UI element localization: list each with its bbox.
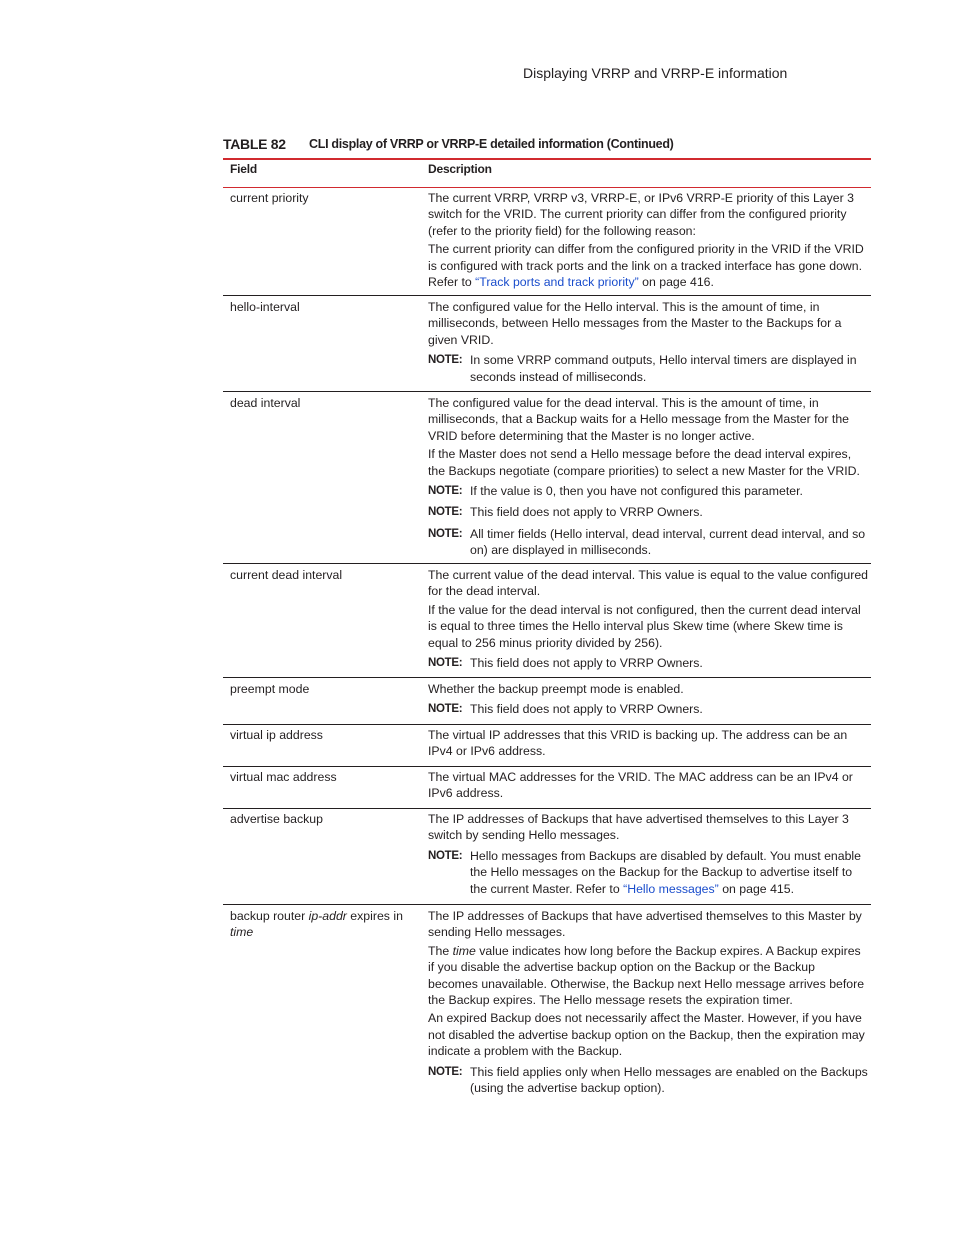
text-run: backup router (230, 909, 309, 923)
description-text: If the Master does not send a Hello message before the dead interval expires, the Backups negotiate (compare priorities) to select a new Master for the VRID. (428, 447, 860, 478)
text-run: ip-addr (308, 909, 347, 923)
table-row-current-dead-interval (223, 564, 871, 678)
text-run: time (452, 943, 476, 958)
note (428, 483, 868, 499)
table-caption (223, 136, 871, 160)
field-cell: hello-interval (230, 300, 300, 314)
field-cell: virtual mac address (230, 770, 337, 784)
note-label: NOTE: (428, 703, 463, 716)
note-label: NOTE: (428, 849, 463, 862)
note (428, 848, 868, 897)
description-cell (428, 299, 868, 385)
description-text: The current value of the dead interval. This value is equal to the value configured for the dead interval. (428, 568, 868, 599)
description-text (428, 241, 868, 290)
note-label: NOTE: (428, 485, 463, 498)
table-header (223, 159, 871, 188)
text-run: The (428, 943, 453, 958)
table-row-backup-router (223, 905, 871, 1096)
note-label: NOTE: (428, 527, 463, 540)
description-text: The IP addresses of Backups that have advertised themselves to this Layer 3 switch by sending Hello messages. (428, 812, 849, 843)
note-text: In some VRRP command outputs, Hello interval timers are displayed in seconds instead of milliseconds. (470, 353, 857, 384)
description-text: The virtual MAC addresses for the VRID. The MAC address can be an IPv4 or IPv6 address. (428, 770, 853, 801)
description-text: If the value for the dead interval is not configured, then the current dead interval is equal to three times the Hello interval plus Skew time (where Skew time is equal to 256 minus priority divided by 256). (428, 602, 861, 650)
table-row-dead-interval (223, 392, 871, 564)
description-text: The virtual IP addresses that this VRID is backing up. The address can be an IPv4 or IPv6 address. (428, 728, 848, 759)
field-cell: virtual ip address (230, 728, 323, 742)
field-cell: current priority (230, 191, 309, 205)
note (428, 504, 868, 520)
text-run: value indicates how long before the Backup expires. A Backup expires if you disable the advertise backup option on the Backup or the Backup becomes unavailable. Otherwise, the Backup next Hello message arrives before the Backup expires. The Hello message resets the expiration timer. (428, 943, 865, 1008)
note (428, 526, 868, 559)
note (428, 655, 868, 671)
text-run: on page 416. (638, 275, 714, 290)
field-cell: current dead interval (230, 568, 343, 582)
description-cell (428, 811, 868, 897)
description-text: Whether the backup preempt mode is enabled. (428, 682, 684, 696)
note-label: NOTE: (428, 1065, 463, 1078)
description-cell (428, 727, 868, 760)
running-head: Displaying VRRP and VRRP-E information (523, 65, 788, 81)
field-cell (230, 908, 418, 941)
note-text: All timer fields (Hello interval, dead interval, current dead interval, and so on) are displayed in milliseconds. (470, 526, 866, 558)
field-cell: dead interval (230, 396, 301, 410)
text-run: time (230, 925, 254, 940)
note-label: NOTE: (428, 354, 463, 367)
column-header-field: Field (230, 162, 258, 176)
note-text: This field does not apply to VRRP Owners. (470, 702, 703, 717)
note-label: NOTE: (428, 506, 463, 519)
vrrp-table (223, 159, 871, 1101)
field-cell: preempt mode (230, 682, 310, 696)
description-text: An expired Backup does not necessarily affect the Master. However, if you have not disabled the advertise backup option on the Backup, then the expiration may indicate a problem with the Backup. (428, 1011, 865, 1059)
note (428, 701, 868, 717)
description-text (428, 943, 868, 1009)
text-run: The current priority can differ from the configured priority in the VRID if the VRID is configured with track ports and the link on a tracked interface has gone down. Refer to (428, 242, 864, 290)
description-text: The current VRRP, VRRP v3, VRRP-E, or IPv6 VRRP-E priority of this Layer 3 switch for the VRID. The current priority can differ from the configured priority (refer to the priority field) for the following reason: (428, 191, 854, 238)
description-cell (428, 908, 868, 1096)
text-run: expires in (346, 909, 403, 923)
table-title: CLI display of VRRP or VRRP-E detailed information (Continued) (309, 137, 674, 151)
note (428, 1064, 868, 1097)
cross-reference-link[interactable]: “Track ports and track priority” (475, 275, 639, 290)
note-text: This field applies only when Hello messages are enabled on the Backups (using the advertise backup option). (470, 1064, 868, 1096)
description-text: The IP addresses of Backups that have advertised themselves to this Master by sending Hello messages. (428, 909, 862, 940)
column-header-description: Description (428, 162, 492, 176)
note (428, 352, 868, 385)
note-text: This field does not apply to VRRP Owners. (470, 656, 703, 671)
table-row-current-priority (223, 188, 871, 296)
table-row-preempt-mode (223, 678, 871, 725)
table-row-advertise-backup (223, 809, 871, 905)
description-cell (428, 681, 868, 718)
description-cell (428, 190, 868, 290)
cross-reference-link[interactable]: “Hello messages” (623, 881, 719, 896)
description-cell (428, 567, 868, 671)
note-text: on page 415. (718, 881, 794, 896)
description-text: The configured value for the Hello interval. This is the amount of time, in milliseconds, between Hello messages from the Master to the Backups for a given VRID. (428, 300, 842, 347)
note-text: If the value is 0, then you have not configured this parameter. (470, 484, 803, 499)
note-label: NOTE: (428, 657, 463, 670)
description-cell (428, 769, 868, 802)
note-text: Hello messages from Backups are disabled by default. You must enable the Hello messages on the Backup for the Backup to advertise itself to the current Master. Refer to (470, 848, 861, 896)
description-text: The configured value for the dead interval. This is the amount of time, in milliseconds, that a Backup waits for a Hello message from the Master for the VRID before determining that the Master is no longer active. (428, 396, 850, 443)
field-cell: advertise backup (230, 812, 323, 826)
table-row-virtual-ip-address (223, 725, 871, 767)
description-cell (428, 395, 868, 559)
table-row-virtual-mac-address (223, 767, 871, 809)
table-row-hello-interval (223, 296, 871, 392)
note-text: This field does not apply to VRRP Owners. (470, 505, 703, 520)
table-number: TABLE 82 (223, 136, 286, 152)
